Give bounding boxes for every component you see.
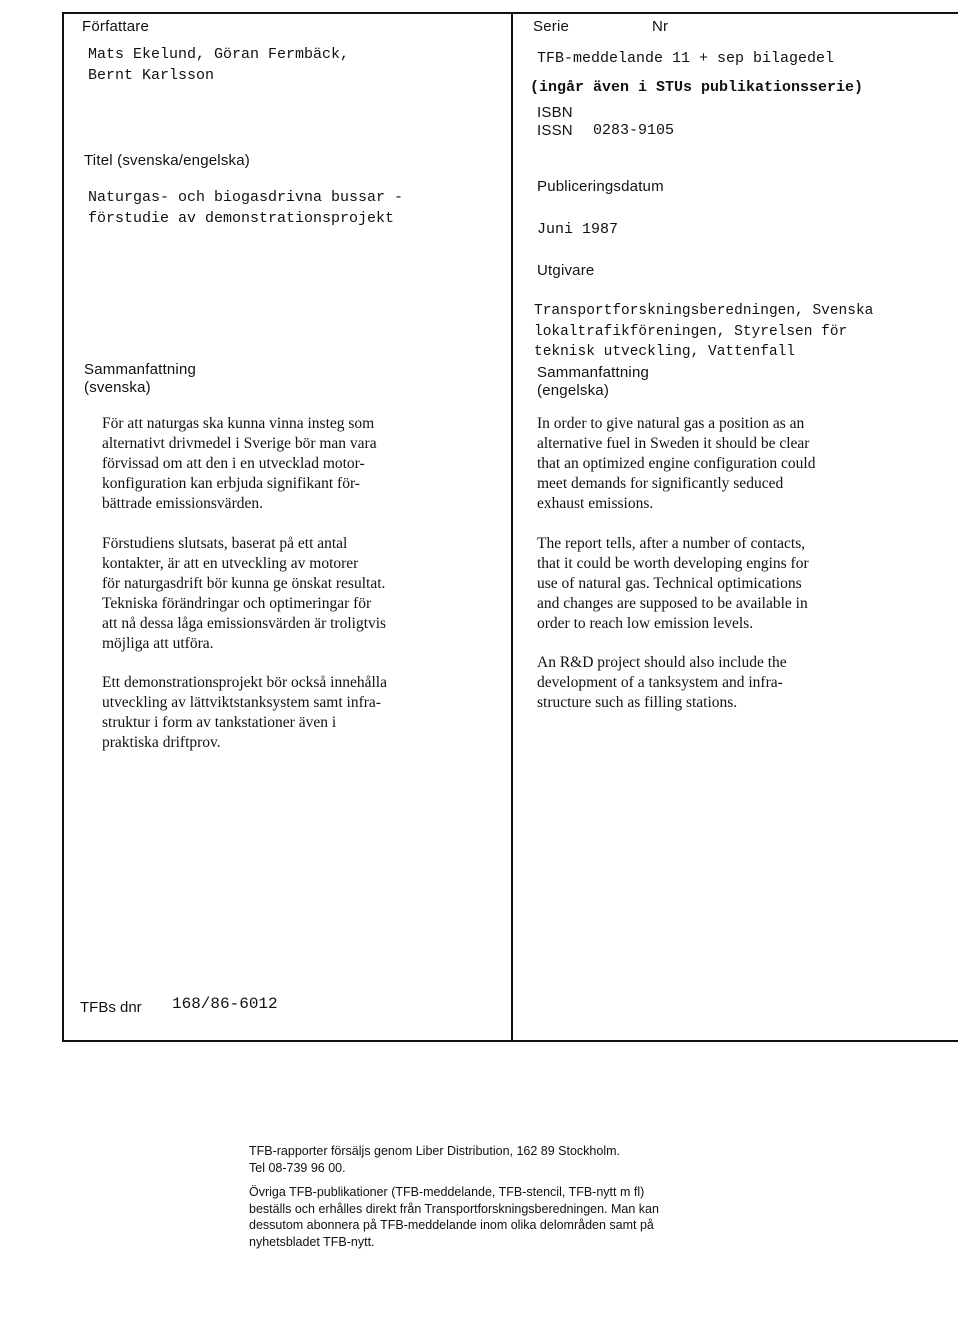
summary-en-paragraph-3 — [537, 653, 787, 713]
title-line: förstudie av demonstrationsprojekt — [88, 210, 395, 227]
footer-line: beställs och erhålles direkt från Transportforskningsberedningen. Man kan — [249, 1201, 659, 1216]
text-line: struktur i form av tankstationer även i — [102, 714, 337, 731]
summary-sv-label-line: (svenska) — [84, 379, 151, 396]
text-line: meet demands for significantly seduced — [537, 475, 784, 492]
text-line: An R&D project should also include the — [537, 654, 787, 671]
text-line: Förstudiens slutsats, baserat på ett antal — [102, 535, 348, 552]
text-line: förvissad om att den i en utvecklad motor- — [102, 455, 365, 472]
text-line: För att naturgas ska kunna vinna insteg som — [102, 415, 375, 432]
form-frame-left — [62, 12, 64, 1042]
footer-line: nyhetsbladet TFB-nytt. — [249, 1234, 375, 1249]
summary-sv-label-line: Sammanfattning — [84, 361, 197, 378]
pubdate-label: Publiceringsdatum — [537, 178, 664, 195]
text-line: structure such as filling stations. — [537, 694, 738, 711]
publisher-value — [534, 301, 873, 363]
summary-sv-paragraph-3 — [102, 673, 387, 753]
text-line: alternative fuel in Sweden it should be clear — [537, 435, 810, 452]
dnr-label: TFBs dnr — [80, 999, 142, 1016]
text-line: bättrade emissionsvärden. — [102, 495, 263, 512]
footer-line: dessutom abonnera på TFB-meddelande inom olika delområden samt på — [249, 1218, 654, 1232]
serie-label: Serie — [533, 18, 570, 35]
summary-sv-label — [84, 361, 196, 397]
text-line: möjliga att utföra. — [102, 635, 214, 652]
text-line: Tekniska förändringar och optimeringar för — [102, 595, 372, 612]
text-line: att nå dessa låga emissionsvärden är troligtvis — [102, 615, 387, 632]
publisher-label: Utgivare — [537, 262, 595, 279]
footer-line: TFB-rapporter försäljs genom Liber Distribution, 162 89 Stockholm. — [249, 1144, 620, 1158]
text-line: Ett demonstrationsprojekt bör också innehålla — [102, 674, 387, 691]
summary-en-label-line: (engelska) — [537, 382, 610, 399]
summary-en-label — [537, 364, 649, 400]
text-line: exhaust emissions. — [537, 495, 654, 512]
serie-note: (ingår även i STUs publikationsserie) — [530, 79, 864, 96]
nr-label: Nr — [652, 18, 669, 35]
text-line: In order to give natural gas a position as an — [537, 415, 805, 432]
issn-label: ISSN — [537, 122, 573, 139]
text-line: utveckling av lättviktstanksystem samt infra- — [102, 694, 381, 711]
summary-sv-paragraph-2 — [102, 534, 386, 654]
footer-note — [249, 1143, 659, 1250]
dnr-value: 168/86-6012 — [172, 995, 278, 1013]
authors-value — [88, 44, 349, 86]
publisher-line: teknisk utveckling, Vattenfall — [534, 344, 796, 360]
text-line: för naturgasdrift bör kunna ge önskat resultat. — [102, 575, 386, 592]
text-line: order to reach low emission levels. — [537, 615, 754, 632]
summary-sv-paragraph-1 — [102, 414, 377, 514]
title-line: Naturgas- och biogasdrivna bussar - — [88, 189, 404, 206]
publisher-line: lokaltrafikföreningen, Styrelsen för — [534, 323, 848, 340]
title-label: Titel (svenska/engelska) — [84, 152, 250, 169]
text-line: that it could be worth developing engins for — [537, 555, 809, 572]
text-line: development of a tanksystem and infra- — [537, 674, 783, 691]
text-line: praktiska driftprov. — [102, 734, 221, 751]
footer-line: Tel 08-739 96 00. — [249, 1160, 346, 1175]
form-frame-top — [62, 12, 958, 14]
summary-en-paragraph-2 — [537, 534, 809, 634]
authors-line: Mats Ekelund, Göran Fermbäck, — [88, 46, 350, 63]
summary-en-paragraph-1 — [537, 414, 816, 514]
title-value — [88, 187, 403, 229]
isbn-label: ISBN — [537, 104, 573, 121]
text-line: kontakter, är att en utveckling av motorer — [102, 555, 359, 572]
text-line: alternativt drivmedel i Sverige bör man vara — [102, 435, 377, 452]
text-line: use of natural gas. Technical optimications — [537, 575, 802, 592]
summary-en-label-line: Sammanfattning — [537, 364, 650, 381]
text-line: konfiguration kan erbjuda signifikant för- — [102, 475, 360, 492]
form-column-divider — [511, 12, 513, 1042]
issn-value: 0283-9105 — [593, 122, 675, 139]
footer-line: Övriga TFB-publikationer (TFB-meddelande, TFB-stencil, TFB-nytt m fl) — [249, 1185, 645, 1199]
pubdate-value: Juni 1987 — [537, 221, 619, 238]
text-line: that an optimized engine configuration could — [537, 455, 816, 472]
serie-value: TFB-meddelande 11 + sep bilagedel — [537, 50, 835, 67]
text-line: The report tells, after a number of contacts, — [537, 535, 806, 552]
authors-label: Författare — [82, 18, 150, 35]
authors-line: Bernt Karlsson — [88, 67, 215, 84]
publisher-line: Transportforskningsberedningen, Svenska — [534, 303, 874, 319]
form-frame-bottom — [62, 1040, 958, 1042]
text-line: and changes are supposed to be available in — [537, 595, 808, 612]
